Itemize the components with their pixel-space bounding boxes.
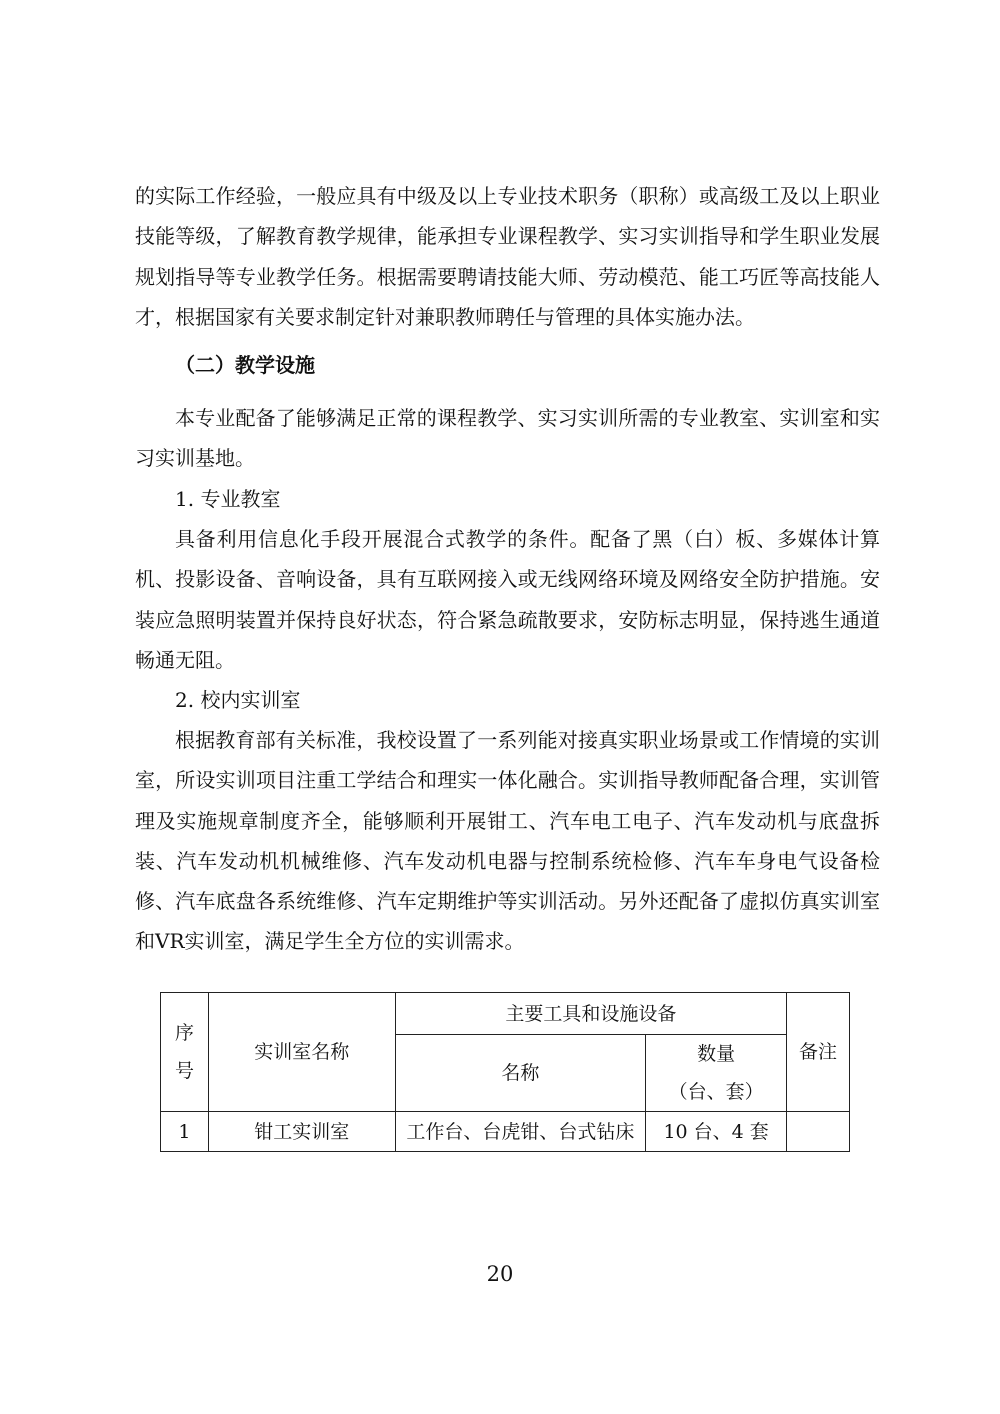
header-quantity xyxy=(646,1035,787,1112)
header-main-equipment: 主要工具和设施设备 xyxy=(395,993,786,1035)
paragraph-facilities-intro: 本专业配备了能够满足正常的课程教学、实习实训所需的专业教室、实训室和实习实训基地。 xyxy=(135,406,880,471)
subheading-professional-classroom: 1. 专业教室 xyxy=(175,487,281,511)
row-seq: 1 xyxy=(161,1112,209,1152)
paragraph-professional-classroom: 具备利用信息化手段开展混合式教学的条件。配备了黑（白）板、多媒体计算机、投影设备、音响设备，具有互联网接入或无线网络环境及网络安全防护措施。安装应急照明装置并保持良好状态，符合紧急疏散要求，安防标志明显，保持逃生通道畅通无阻。 xyxy=(135,527,880,672)
header-remarks: 备注 xyxy=(787,993,850,1112)
paragraph-campus-training-room: 根据教育部有关标准，我校设置了一系列能对接真实职业场景或工作情境的实训室，所设实训项目注重工学结合和理实一体化融合。实训指导教师配备合理，实训管理及实施规章制度齐全，能够顺利开展钳工、汽车电工电子、汽车发动机与底盘拆装、汽车发动机机械维修、汽车发动机电器与控制系统检修、汽车车身电气设备检修、汽车底盘各系统维修、汽车定期维护等实训活动。另外还配备了虚拟仿真实训室和VR实训室，满足学生全方位的实训需求。 xyxy=(135,728,880,954)
row-room-name: 钳工实训室 xyxy=(208,1112,395,1152)
training-room-table xyxy=(160,992,850,1152)
subheading-campus-training-room: 2. 校内实训室 xyxy=(175,688,301,712)
row-quantity: 10 台、4 套 xyxy=(646,1112,787,1152)
header-quantity-line1: 数量 xyxy=(697,1043,736,1065)
header-equipment-name: 名称 xyxy=(395,1035,646,1112)
page-number: 20 xyxy=(486,1262,514,1286)
section-heading-teaching-facilities: （二）教学设施 xyxy=(175,353,315,377)
header-seq xyxy=(161,993,209,1112)
row-equipment-name: 工作台、台虎钳、台式钻床 xyxy=(395,1112,646,1152)
table-row xyxy=(161,1112,850,1152)
row-remarks xyxy=(787,1112,850,1152)
header-seq-text: 序号 xyxy=(174,1022,194,1082)
header-quantity-line2: （台、套） xyxy=(668,1081,764,1103)
header-room-name: 实训室名称 xyxy=(208,993,395,1112)
paragraph-part-time-teachers: 的实际工作经验，一般应具有中级及以上专业技术职务（职称）或高级工及以上职业技能等级，了解教育教学规律，能承担专业课程教学、实习实训指导和学生职业发展规划指导等专业教学任务。根据需要聘请技能大师、劳动模范、能工巧匠等高技能人才，根据国家有关要求制定针对兼职教师聘任与管理的具体实施办法。 xyxy=(135,184,880,329)
